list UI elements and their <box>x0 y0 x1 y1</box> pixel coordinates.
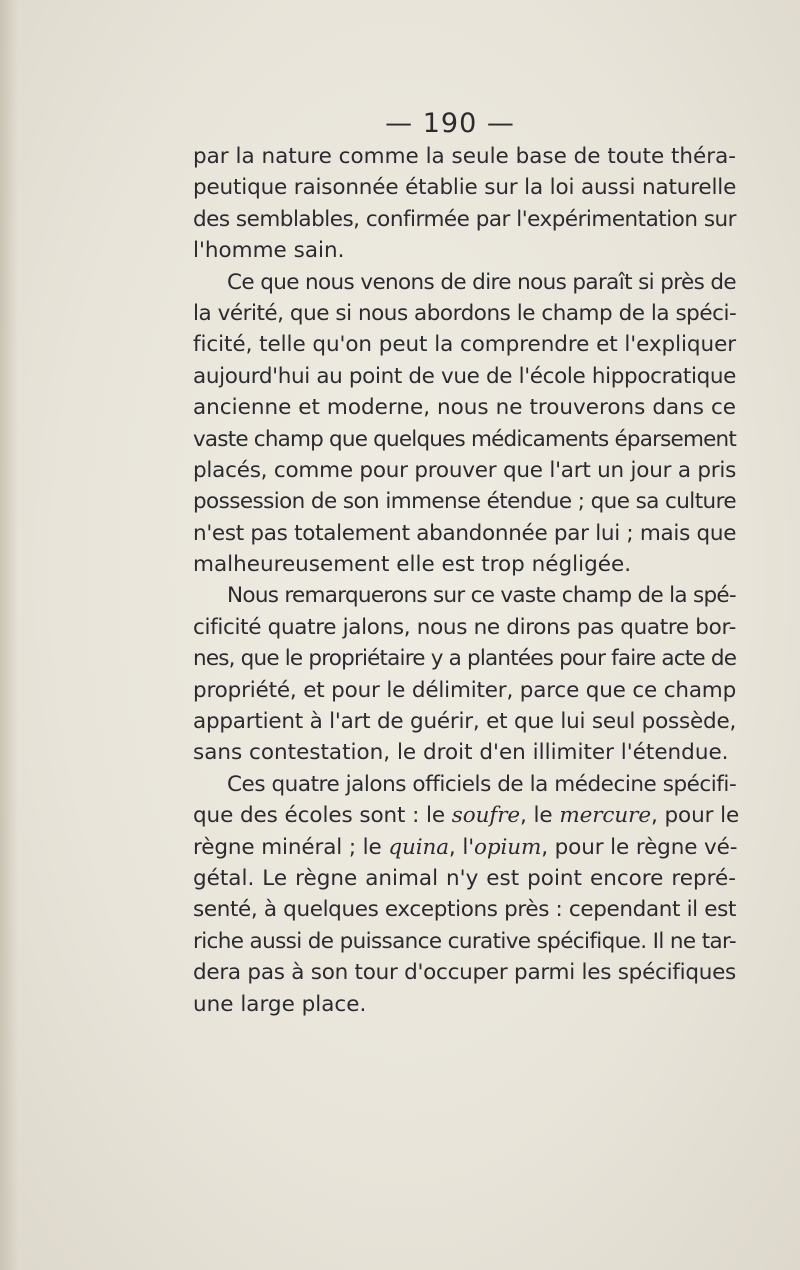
text-run: , pour le règne vé- <box>541 834 738 860</box>
page-number: — 190 — <box>385 108 515 139</box>
text-line: cificité quatre jalons, nous ne dirons pas quatre bor- <box>193 614 737 640</box>
text-line: l'homme sain. <box>193 238 345 264</box>
text-line <box>193 832 736 863</box>
text-line: possession de son immense étendue ; que sa culture <box>193 489 736 515</box>
italic-term-opium: opium <box>474 834 542 860</box>
text-line: nes, que le propriétaire y a plantées pour faire acte de <box>193 646 737 672</box>
text-run: , pour le <box>650 803 740 829</box>
text-line: la vérité, que si nous abordons le champ de la spéci- <box>193 300 737 326</box>
text-line: peutique raisonnée établie sur la loi aussi naturelle <box>193 175 737 201</box>
italic-term-soufre: soufre <box>451 803 521 829</box>
text-run: que des écoles sont : le <box>193 803 452 829</box>
text-line <box>193 800 740 831</box>
text-line: n'est pas totalement abandonnée par lui ; mais que <box>193 520 737 546</box>
text-line: une large place. <box>193 991 367 1017</box>
italic-term-mercure: mercure <box>559 803 651 829</box>
body-text <box>193 141 740 1020</box>
text-line: placés, comme pour prouver que l'art un jour a pris <box>193 457 737 483</box>
text-line: malheureusement elle est trop négligée. <box>193 552 632 578</box>
text-line: appartient à l'art de guérir, et que lui seul possède, <box>193 709 737 735</box>
text-line: Nous remarquerons sur ce vaste champ de la spé- <box>227 583 736 609</box>
text-line: dera pas à son tour d'occuper parmi les spécifiques <box>193 960 736 986</box>
text-line: Ce que nous venons de dire nous paraît si près de <box>227 269 736 295</box>
text-line: aujourd'hui au point de vue de l'école hippocratique <box>193 363 736 389</box>
text-line: Ces quatre jalons officiels de la médecine spécifi- <box>227 771 737 797</box>
text-run: règne minéral ; le <box>193 834 389 860</box>
text-run: , l' <box>448 834 474 860</box>
text-line: par la nature comme la seule base de toute théra- <box>193 144 736 169</box>
text-line: sans contestation, le droit d'en illimiter l'étendue. <box>193 740 729 766</box>
text-line: ancienne et moderne, nous ne trouverons dans ce <box>193 395 736 421</box>
text-line: senté, à quelques exceptions près : cependant il est <box>193 897 737 923</box>
text-line: ficité, telle qu'on peut la comprendre et l'expliquer <box>193 332 736 358</box>
text-line: riche aussi de puissance curative spécifique. Il ne tar- <box>193 928 736 954</box>
text-line: propriété, et pour le délimiter, parce que ce champ <box>193 677 737 703</box>
text-run: , le <box>520 803 560 829</box>
text-line: gétal. Le règne animal n'y est point encore repré- <box>193 865 736 891</box>
text-line: des semblables, confirmée par l'expérimentation sur <box>193 206 736 232</box>
page-gutter-shadow <box>0 0 18 1270</box>
text-line: vaste champ que quelques médicaments éparsement <box>193 426 736 452</box>
italic-term-quina: quina <box>388 834 449 860</box>
